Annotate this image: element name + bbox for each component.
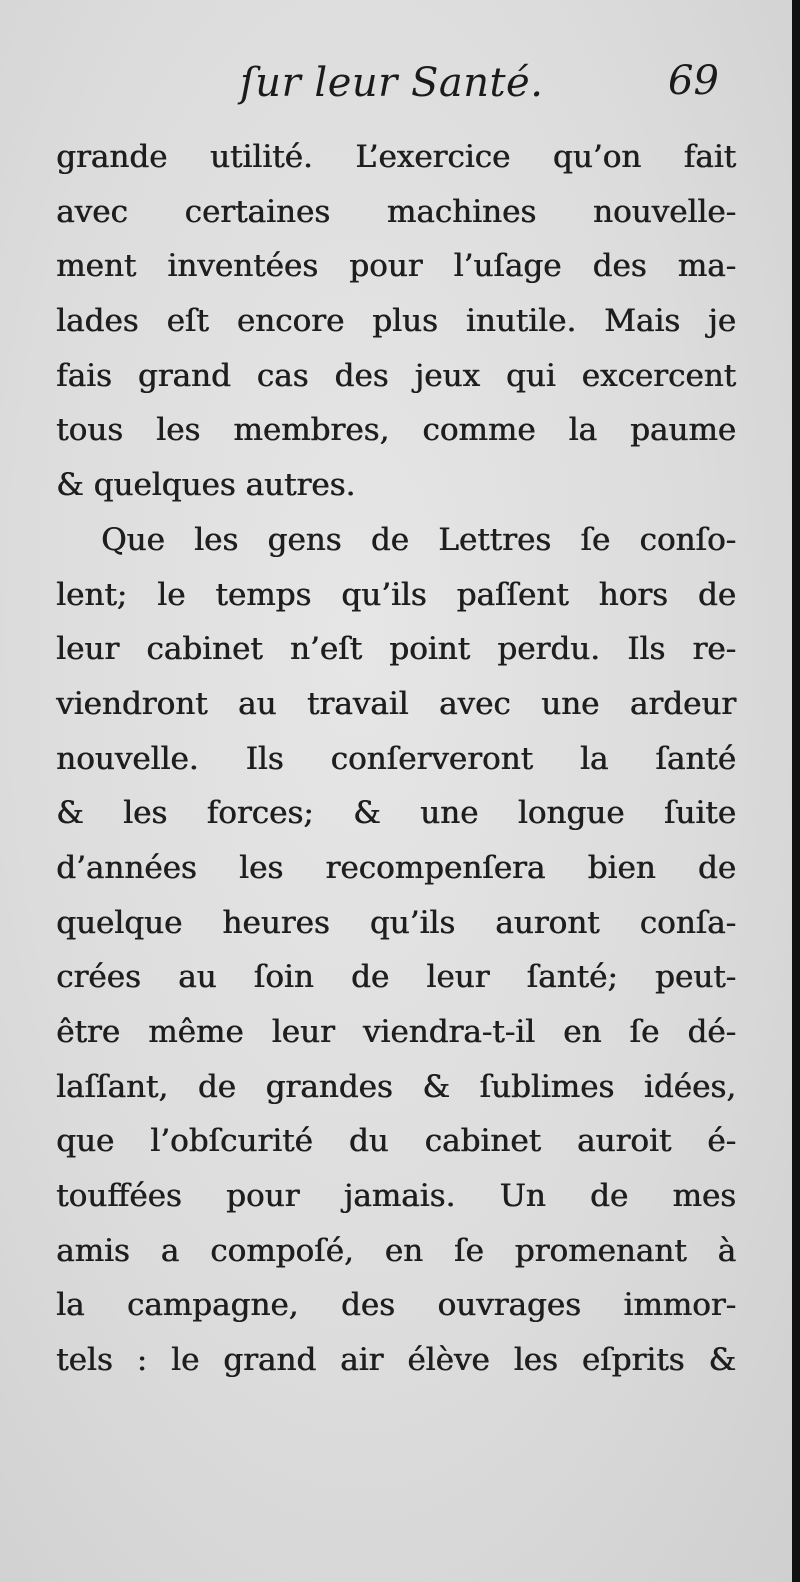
- text-line: & les forces; & une longue ſuite: [56, 795, 736, 832]
- text-line: tous les membres, comme la paume: [56, 412, 736, 449]
- text-line: grande utilité. L’exercice qu’on fait: [56, 139, 736, 175]
- text-line: viendront au travail avec une ardeur: [56, 685, 736, 722]
- text-line: d’années les recompenſera bien de: [56, 849, 736, 886]
- text-line: ment inventées pour l’uſage des ma-: [56, 248, 736, 285]
- paragraph-start-line: Que les gens de Lettres ſe conſo-: [101, 521, 736, 558]
- text-line: leur cabinet n’eſt point perdu. Ils re-: [56, 631, 736, 668]
- running-head: ſur leur Santé.: [240, 60, 544, 106]
- text-line: être même leur viendra-t-il en ſe dé-: [56, 1014, 736, 1050]
- paragraph-end-line: & quelques autres.: [56, 467, 356, 504]
- text-line: que l’obſcurité du cabinet auroit é-: [56, 1123, 736, 1160]
- text-line: nouvelle. Ils conſerveront la ſanté: [56, 740, 736, 777]
- text-line: tels : le grand air élève les eſprits &: [56, 1342, 736, 1379]
- text-line: amis a compoſé, en ſe promenant à: [56, 1232, 736, 1269]
- text-line: lent; le temps qu’ils paſſent hors de: [56, 576, 736, 613]
- text-line: fais grand cas des jeux qui excercent: [56, 357, 736, 394]
- page-number: 69: [668, 58, 719, 104]
- text-line: quelque heures qu’ils auront conſa-: [56, 904, 736, 941]
- text-line: laſſant, de grandes & ſublimes idées,: [56, 1068, 736, 1105]
- text-line: touffées pour jamais. Un de mes: [56, 1178, 736, 1215]
- text-line: la campagne, des ouvrages immor-: [56, 1287, 736, 1324]
- text-line: lades eſt encore plus inutile. Mais je: [56, 303, 736, 340]
- text-line: crées au ſoin de leur ſanté; peut-: [56, 959, 736, 996]
- page-edge-shadow: [792, 0, 800, 1582]
- text-line: avec certaines machines nouvelle-: [56, 193, 736, 230]
- body-text: [56, 130, 736, 1388]
